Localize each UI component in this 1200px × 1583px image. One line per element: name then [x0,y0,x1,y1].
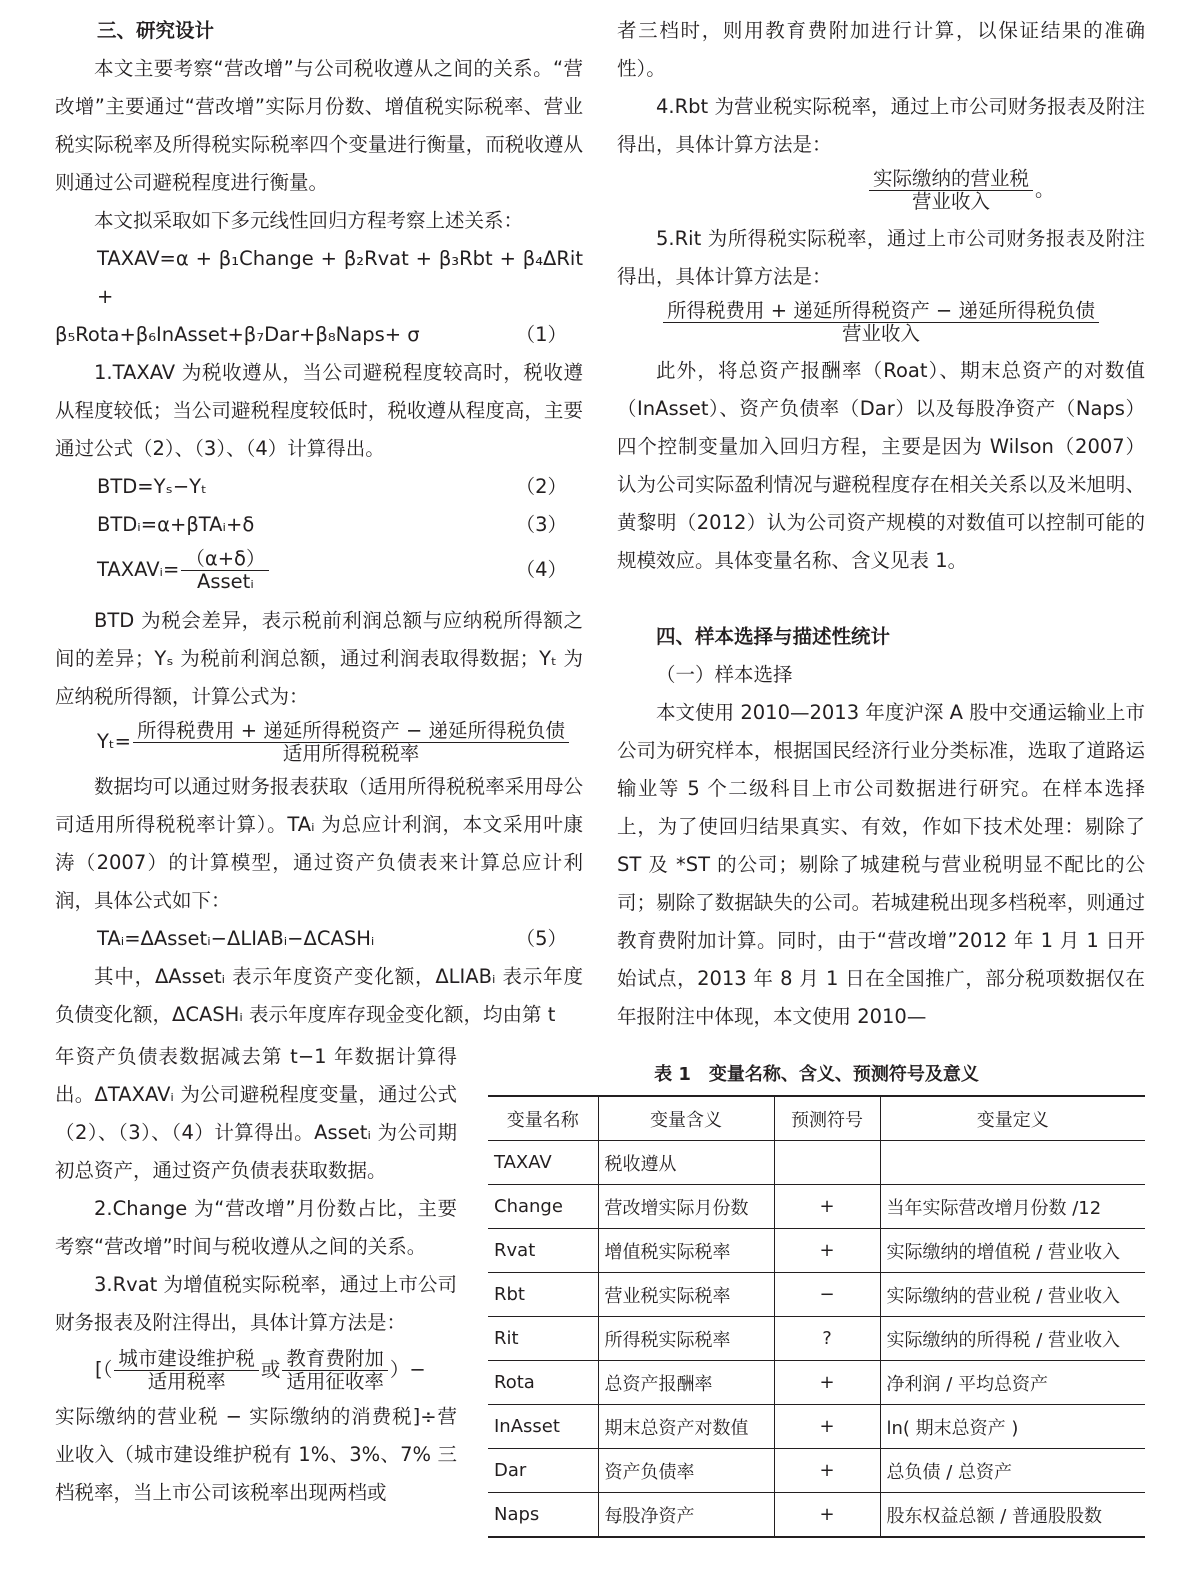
cell: 每股净资产 [598,1493,774,1538]
denominator: 适用征收率 [286,1370,384,1393]
paragraph: 5.Rit 为所得税实际税率，通过上市公司财务报表及附注得出，具体计算方法是： [617,227,1145,288]
table-row [488,1185,1145,1229]
paragraph: 2.Change 为“营改增”月份数占比，主要考察“营改增”时间与税收遵从之间的关系。 [55,1197,457,1258]
cell: Rvat [488,1229,598,1273]
left-column-narrow [55,1038,457,1512]
equation-4 [55,544,583,596]
cell: Rbt [488,1273,598,1317]
left-column [55,12,583,1034]
header-cell: 变量定义 [880,1096,1145,1141]
fraction [181,548,269,593]
cell: InAsset [488,1405,598,1449]
cell: 当年实际营改增月份数 /12 [880,1185,1145,1229]
table-caption: 表 1 变量名称、含义、预测符号及意义 [654,1064,979,1085]
fraction [133,720,569,765]
table-row [488,1273,1145,1317]
fraction [869,168,1033,213]
cell: 资产负债率 [598,1449,774,1493]
denominator: Assetᵢ [197,570,254,593]
bracket: ）− [389,1358,426,1381]
cell: TAXAV [488,1141,598,1185]
equation-number: （1） [515,323,567,346]
cell: 股东权益总额 / 普通股股数 [880,1493,1145,1538]
equation-rit [617,296,1145,348]
numerator: 所得税费用 + 递延所得税资产 − 递延所得税负债 [133,720,569,743]
cell: + [774,1449,880,1493]
table-row [488,1141,1145,1185]
table-row [488,1493,1145,1538]
cell: − [774,1273,880,1317]
bracket: [（ [95,1358,113,1381]
paragraph: 此外，将总资产报酬率（Roat）、期末总资产的对数值（InAsset）、资产负债率（Dar）以及每股净资产（Naps）四个控制变量加入回归方程，主要是因为 Wilson（2007）认为公司实际盈利情况与避税程度存在相关关系以及米旭明、黄黎明（2012）认为公司资产规模的对数值可以控制可能的规模效应。具体变量名称、含义见表 1。 [617,359,1145,572]
cell: 总资产报酬率 [598,1361,774,1405]
equation-body: BTDᵢ=α+βTAᵢ+δ [97,513,255,536]
cell [880,1141,1145,1185]
paragraph: 其中，ΔAssetᵢ 表示年度资产变化额，ΔLIABᵢ 表示年度负债变化额，ΔCASHᵢ 表示年度库存现金变化额，均由第 t [55,965,583,1026]
equation-lhs: TAXAVᵢ= [97,558,180,581]
cell: 营业税实际税率 [598,1273,774,1317]
cell: 实际缴纳的所得税 / 营业收入 [880,1317,1145,1361]
equation-rbt [617,164,1145,216]
equation-yt [55,716,583,768]
equation-1-body: β₅Rota+β₆InAsset+β₇Dar+β₈Naps+ σ [55,323,420,346]
numerator: 城市建设维护税 [114,1348,259,1371]
cell: + [774,1405,880,1449]
paragraph: 本文使用 2010—2013 年度沪深 A 股中交通运输业上市公司为研究样本，根据国民经济行业分类标准，选取了道路运输业等 5 个二级科目上市公司数据进行研究。在样本选择上，为了使回归结果真实、有效，作如下技术处理：剔除了 ST 及 *ST 的公司；剔除了城建税与营业税明显不配比的公司；剔除了数据缺失的公司。若城建税出现多档税率，则通过教育费附加计算。同时，由于“营改增”2012 年 1 月 1 日开始试点，2013 年 8 月 1 日在全国推广，部分税项数据仅在年报附注中体现，本文使用 2010— [617,701,1145,1028]
header-cell: 变量含义 [598,1096,774,1141]
equation-1-line-2 [55,316,583,354]
fraction [114,1348,259,1393]
numerator: （α+δ） [181,548,269,571]
cell: 税收遵从 [598,1141,774,1185]
paragraph: 数据均可以通过财务报表获取（适用所得税税率采用母公司适用所得税税率计算）。TAᵢ 为总应计利润，本文采用叶康涛（2007）的计算模型，通过资产负债表来计算总应计利润，具体公式如下： [55,775,583,912]
table-row [488,1229,1145,1273]
equation-number: （3） [515,513,567,536]
header-cell: 预测符号 [774,1096,880,1141]
paragraph: 年资产负债表数据减去第 t−1 年数据计算得出。ΔTAXAVᵢ 为公司避税程度变量，通过公式（2）、（3）、（4）计算得出。Assetᵢ 为公司期初总资产，通过资产负债表获取数据。 [55,1045,457,1182]
paragraph: 1.TAXAV 为税收遵从，当公司避税程度较高时，税收遵从程度较低；当公司避税程度较低时，税收遵从程度高，主要通过公式（2）、（3）、（4）计算得出。 [55,361,583,460]
table-row [488,1317,1145,1361]
cell: ? [774,1317,880,1361]
equation-body: BTD=Yₛ−Yₜ [97,475,207,498]
cell: Dar [488,1449,598,1493]
equation-5 [55,920,583,958]
section-heading: 三、研究设计 [97,19,215,42]
equation-number: （4） [515,558,567,581]
numerator: 实际缴纳的营业税 [869,168,1033,191]
numerator: 教育费附加 [282,1348,388,1371]
cell: + [774,1493,880,1538]
table-header-row [488,1096,1145,1141]
paragraph: 者三档时，则用教育费附加进行计算，以保证结果的准确性）。 [617,19,1145,80]
header-cell: 变量名称 [488,1096,598,1141]
cell: Rota [488,1361,598,1405]
paragraph: 本文主要考察“营改增”与公司税收遵从之间的关系。“营改增”主要通过“营改增”实际月份数、增值税实际税率、营业税实际税率及所得税实际税率四个变量进行衡量，而税收遵从则通过公司避税程度进行衡量。 [55,57,583,194]
fraction [282,1348,388,1393]
cell: 净利润 / 平均总资产 [880,1361,1145,1405]
variables-table [488,1095,1145,1538]
equation-1-line-1: TAXAV=α + β₁Change + β₂Rvat + β₃Rbt + β₄ΔRit + [97,247,583,308]
equation-3 [55,506,583,544]
paragraph: 实际缴纳的营业税 − 实际缴纳的消费税]÷营业收入（城市建设维护税有 1%、3%、7% 三档税率，当上市公司该税率出现两档或 [55,1405,457,1504]
cell: Change [488,1185,598,1229]
paragraph: BTD 为税会差异，表示税前利润总额与应纳税所得额之间的差异；Yₛ 为税前利润总额，通过利润表取得数据；Yₜ 为应纳税所得额，计算公式为： [55,609,583,708]
cell: Rit [488,1317,598,1361]
cell: 营改增实际月份数 [598,1185,774,1229]
numerator: 所得税费用 + 递延所得税资产 − 递延所得税负债 [663,300,1099,323]
denominator: 营业收入 [912,190,991,213]
cell [774,1141,880,1185]
denominator: 适用税率 [147,1370,226,1393]
table-row [488,1405,1145,1449]
cell: 总负债 / 总资产 [880,1449,1145,1493]
denominator: 适用所得税税率 [282,742,420,765]
denominator: 营业收入 [841,322,920,345]
equation-2 [55,468,583,506]
section-heading: 四、样本选择与描述性统计 [656,625,891,648]
subsection-heading: （一）样本选择 [656,663,793,686]
cell: Naps [488,1493,598,1538]
cell: + [774,1361,880,1405]
cell: 实际缴纳的增值税 / 营业收入 [880,1229,1145,1273]
cell: 期末总资产对数值 [598,1405,774,1449]
paragraph: 本文拟采取如下多元线性回归方程考察上述关系： [94,209,524,232]
or-text: 或 [260,1358,281,1381]
cell: 增值税实际税率 [598,1229,774,1273]
period: 。 [1035,178,1055,201]
cell: + [774,1229,880,1273]
equation-lhs: Yₜ= [97,730,132,753]
paragraph: 3.Rvat 为增值税实际税率，通过上市公司财务报表及附注得出，具体计算方法是： [55,1273,457,1334]
cell: + [774,1185,880,1229]
table-row [488,1361,1145,1405]
equation-body: TAᵢ=ΔAssetᵢ−ΔLIABᵢ−ΔCASHᵢ [97,927,375,950]
equation-number: （2） [515,475,567,498]
equation-rvat [55,1342,457,1398]
cell: 所得税实际税率 [598,1317,774,1361]
table-row [488,1449,1145,1493]
paragraph: 4.Rbt 为营业税实际税率，通过上市公司财务报表及附注得出，具体计算方法是： [617,95,1145,156]
cell: 实际缴纳的营业税 / 营业收入 [880,1273,1145,1317]
fraction [663,300,1099,345]
cell: ln( 期末总资产 ) [880,1405,1145,1449]
equation-number: （5） [515,927,567,950]
right-column [617,12,1145,1036]
